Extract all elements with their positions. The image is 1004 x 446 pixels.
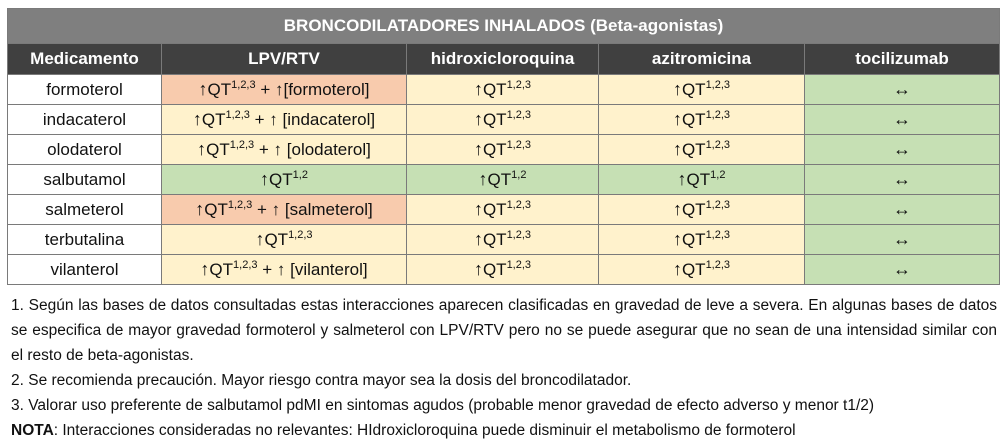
up-arrow-icon: ↑ <box>198 79 208 99</box>
up-arrow-icon: ↑ <box>473 259 483 279</box>
qt-label: QT <box>681 110 706 129</box>
up-arrow-icon: ↑ <box>195 199 205 219</box>
column-header-tocilizumab: tocilizumab <box>805 44 1000 75</box>
up-arrow-icon: ↑ <box>672 259 682 279</box>
up-arrow-icon: ↑ <box>672 79 682 99</box>
footnote-ref: 1,2,3 <box>233 259 258 271</box>
qt-label: QT <box>681 140 706 159</box>
qt-label: QT <box>482 260 507 279</box>
interaction-cell-lpv <box>162 255 407 285</box>
qt-label: QT <box>269 170 293 189</box>
interaction-cell-hcq <box>407 165 599 195</box>
table-row <box>8 75 1000 105</box>
table-row <box>8 255 1000 285</box>
footnotes <box>7 293 999 443</box>
footnote-ref: 1,2 <box>710 169 726 181</box>
drug-name-cell: salmeterol <box>8 195 162 225</box>
interaction-cell-azi <box>599 165 805 195</box>
no-interaction-icon: ↔ <box>805 165 1000 195</box>
qt-label: QT <box>201 110 226 129</box>
no-interaction-icon: ↔ <box>805 255 1000 285</box>
up-arrow-icon: ↑ <box>255 229 265 249</box>
interaction-cell-hcq <box>407 195 599 225</box>
footnote-3: 3. Valorar uso preferente de salbutamol pdMI en sintomas agudos (probable menor gravedad de efecto adverso y menor t1/2) <box>11 397 875 414</box>
qt-label: QT <box>204 200 228 219</box>
up-arrow-icon: ↑ <box>473 109 483 129</box>
no-interaction-icon: ↔ <box>805 75 1000 105</box>
interaction-cell-azi <box>599 75 805 105</box>
drug-name-cell: olodaterol <box>8 135 162 165</box>
concentration-effect: + ↑ [indacaterol] <box>249 110 376 129</box>
column-header-azitromicina: azitromicina <box>599 44 805 75</box>
qt-label: QT <box>681 200 706 219</box>
up-arrow-icon: ↑ <box>672 109 682 129</box>
interaction-table-panel <box>7 8 999 443</box>
interaction-cell-hcq <box>407 255 599 285</box>
interaction-cell-lpv <box>162 195 407 225</box>
up-arrow-icon: ↑ <box>677 169 687 189</box>
qt-label: QT <box>681 80 706 99</box>
concentration-effect: + ↑[formoterol] <box>255 80 370 99</box>
interaction-cell-hcq <box>407 75 599 105</box>
footnote-ref: 1,2,3 <box>705 109 731 121</box>
concentration-effect: + ↑ [salmeterol] <box>252 200 373 219</box>
interaction-cell-azi <box>599 135 805 165</box>
up-arrow-icon: ↑ <box>260 169 270 189</box>
footnote-1: 1. Según las bases de datos consultadas estas interacciones aparecen clasificadas en gravedad de leve a severa. En algunas bases de datos se especifica de mayor gravedad formoterol y salmeterol con LPV/RTV pero no se puede asegurar que no sean de una intensidad similar con el resto de beta-agonistas. <box>11 297 997 364</box>
footnote-ref: 1,2,3 <box>705 139 731 151</box>
footnote-2: 2. Se recomienda precaución. Mayor riesgo contra mayor sea la dosis del broncodilatador. <box>11 372 632 389</box>
qt-label: QT <box>681 230 706 249</box>
interaction-cell-azi <box>599 225 805 255</box>
qt-label: QT <box>206 140 230 159</box>
no-interaction-icon: ↔ <box>805 135 1000 165</box>
interaction-cell-lpv <box>162 165 407 195</box>
footnote-ref: 1,2 <box>511 169 527 181</box>
drug-name-cell: indacaterol <box>8 105 162 135</box>
column-header-lpv-rtv: LPV/RTV <box>162 44 407 75</box>
table-body <box>8 75 1000 285</box>
footnote-ref: 1,2,3 <box>225 109 250 121</box>
footnote-ref: 1,2,3 <box>705 229 731 241</box>
qt-label: QT <box>209 260 234 279</box>
footnote-ref: 1,2,3 <box>705 79 731 91</box>
qt-label: QT <box>264 230 289 249</box>
qt-label: QT <box>482 80 507 99</box>
qt-label: QT <box>482 110 507 129</box>
drug-name-cell: formoterol <box>8 75 162 105</box>
no-interaction-icon: ↔ <box>805 195 1000 225</box>
no-interaction-icon: ↔ <box>805 225 1000 255</box>
interaction-cell-azi <box>599 195 805 225</box>
up-arrow-icon: ↑ <box>192 109 202 129</box>
table-row <box>8 195 1000 225</box>
up-arrow-icon: ↑ <box>672 229 682 249</box>
up-arrow-icon: ↑ <box>473 229 483 249</box>
table-title: BRONCODILATADORES INHALADOS (Beta-agonistas) <box>8 9 1000 44</box>
footnote-ref: 1,2,3 <box>506 139 532 151</box>
interaction-cell-lpv <box>162 75 407 105</box>
nota-text: : Interacciones consideradas no relevantes: HIdroxicloroquina puede disminuir el metabolismo de formoterol <box>53 422 796 439</box>
table-row <box>8 165 1000 195</box>
footnote-ref: 1,2,3 <box>227 199 253 211</box>
footnote-ref: 1,2,3 <box>506 79 532 91</box>
footnote-ref: 1,2,3 <box>288 229 313 241</box>
qt-label: QT <box>482 230 507 249</box>
drug-name-cell: salbutamol <box>8 165 162 195</box>
interaction-table <box>7 8 1000 285</box>
table-row <box>8 135 1000 165</box>
up-arrow-icon: ↑ <box>473 199 483 219</box>
table-row <box>8 105 1000 135</box>
footnote-ref: 1,2,3 <box>229 139 255 151</box>
qt-label: QT <box>482 200 507 219</box>
qt-label: QT <box>207 80 232 99</box>
concentration-effect: + ↑ [vilanterol] <box>257 260 368 279</box>
footnote-ref: 1,2,3 <box>506 199 532 211</box>
qt-label: QT <box>482 140 507 159</box>
footnote-ref: 1,2 <box>292 169 308 181</box>
footnote-ref: 1,2,3 <box>705 259 731 271</box>
drug-name-cell: vilanterol <box>8 255 162 285</box>
up-arrow-icon: ↑ <box>478 169 488 189</box>
interaction-cell-hcq <box>407 105 599 135</box>
no-interaction-icon: ↔ <box>805 105 1000 135</box>
interaction-cell-lpv <box>162 105 407 135</box>
qt-label: QT <box>681 260 706 279</box>
column-header-hidroxicloroquina: hidroxicloroquina <box>407 44 599 75</box>
up-arrow-icon: ↑ <box>672 199 682 219</box>
column-header-medicamento: Medicamento <box>8 44 162 75</box>
interaction-cell-azi <box>599 255 805 285</box>
table-row <box>8 225 1000 255</box>
interaction-cell-lpv <box>162 225 407 255</box>
concentration-effect: + ↑ [olodaterol] <box>254 140 371 159</box>
interaction-cell-azi <box>599 105 805 135</box>
qt-label: QT <box>686 170 711 189</box>
footnote-nota <box>11 418 997 443</box>
footnote-ref: 1,2,3 <box>506 259 532 271</box>
interaction-cell-hcq <box>407 135 599 165</box>
up-arrow-icon: ↑ <box>473 79 483 99</box>
up-arrow-icon: ↑ <box>200 259 210 279</box>
nota-label: NOTA <box>11 422 54 439</box>
footnote-ref: 1,2,3 <box>506 109 532 121</box>
interaction-cell-lpv <box>162 135 407 165</box>
qt-label: QT <box>487 170 512 189</box>
interaction-cell-hcq <box>407 225 599 255</box>
up-arrow-icon: ↑ <box>197 139 207 159</box>
footnote-ref: 1,2,3 <box>231 79 256 91</box>
footnote-ref: 1,2,3 <box>705 199 731 211</box>
footnote-ref: 1,2,3 <box>506 229 532 241</box>
up-arrow-icon: ↑ <box>672 139 682 159</box>
up-arrow-icon: ↑ <box>473 139 483 159</box>
drug-name-cell: terbutalina <box>8 225 162 255</box>
